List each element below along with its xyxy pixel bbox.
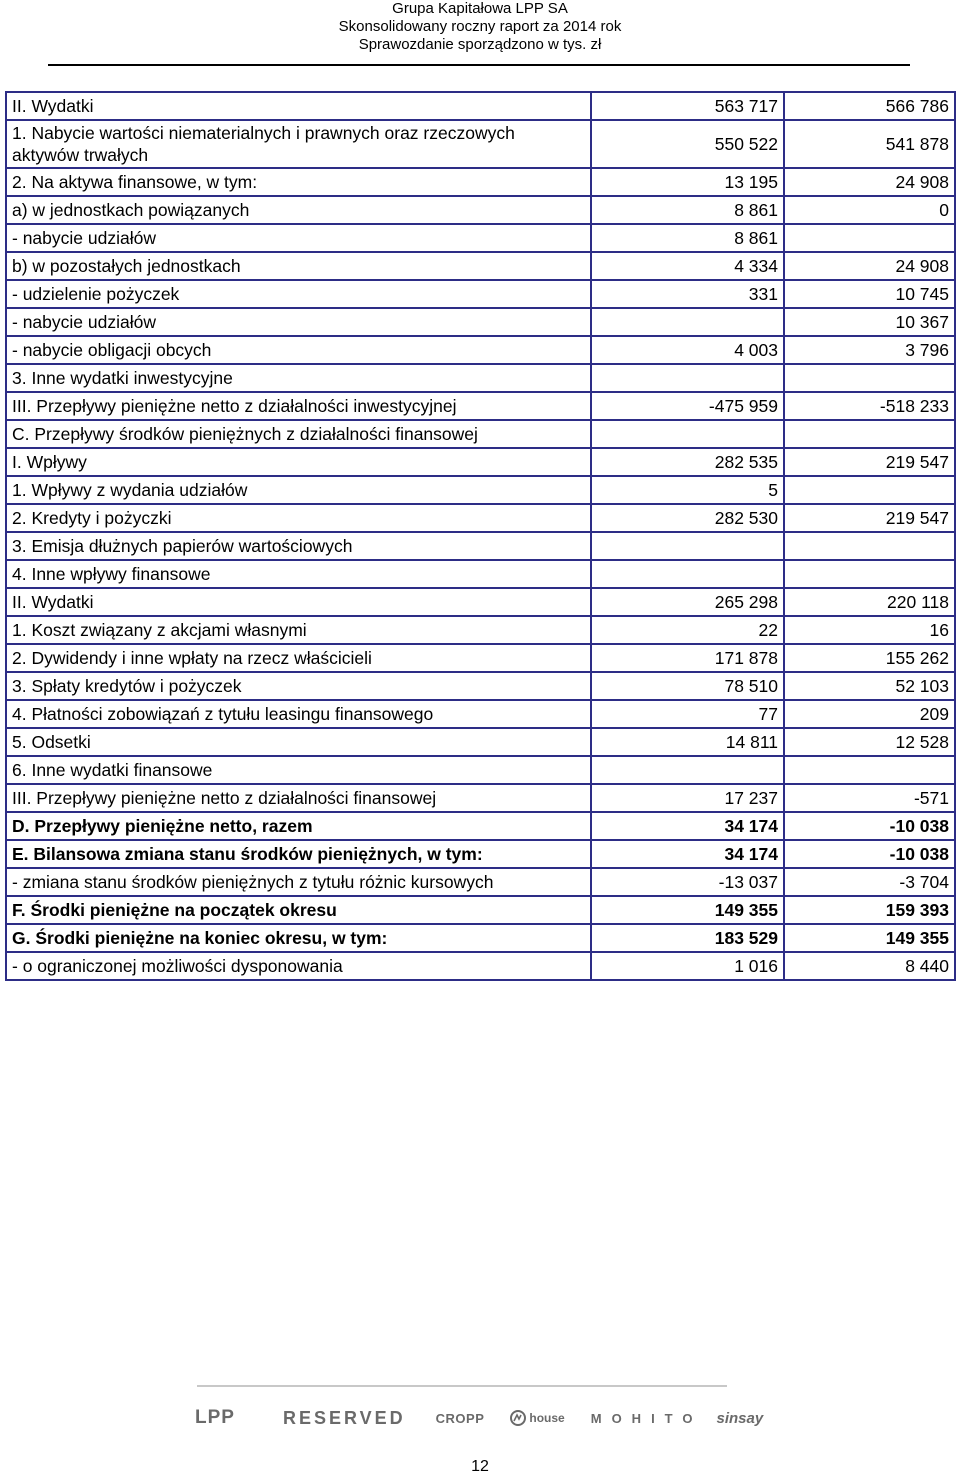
value-2013: 3 796: [784, 336, 955, 364]
value-2014: [591, 420, 784, 448]
value-2013: [784, 420, 955, 448]
row-label: - udzielenie pożyczek: [6, 280, 591, 308]
value-2014: 183 529: [591, 924, 784, 952]
value-2014: 17 237: [591, 784, 784, 812]
footer-divider: [197, 1385, 727, 1387]
row-label: 3. Emisja dłużnych papierów wartościowych: [6, 532, 591, 560]
row-label: 1. Nabycie wartości niematerialnych i prawnych oraz rzeczowych aktywów trwałych: [6, 120, 591, 168]
row-label: a) w jednostkach powiązanych: [6, 196, 591, 224]
value-2013: 16: [784, 616, 955, 644]
value-2014: [591, 308, 784, 336]
value-2014: 1 016: [591, 952, 784, 980]
value-2014: -475 959: [591, 392, 784, 420]
sinsay-logo: sinsay: [716, 1409, 764, 1427]
table-row: [6, 784, 955, 812]
row-label: 5. Odsetki: [6, 728, 591, 756]
value-2014: -13 037: [591, 868, 784, 896]
row-label: II. Wydatki: [6, 588, 591, 616]
row-label: 2. Dywidendy i inne wpłaty na rzecz właścicieli: [6, 644, 591, 672]
value-2014: 5: [591, 476, 784, 504]
brand-logos: [195, 1404, 764, 1432]
table-row: [6, 756, 955, 784]
value-2013: [784, 224, 955, 252]
value-2013: -518 233: [784, 392, 955, 420]
table-row: [6, 420, 955, 448]
table-row: [6, 308, 955, 336]
house-logo: [510, 1410, 564, 1426]
value-2013: -10 038: [784, 840, 955, 868]
value-2014: 34 174: [591, 812, 784, 840]
value-2013: [784, 364, 955, 392]
value-2013: [784, 476, 955, 504]
row-label: 4. Płatności zobowiązań z tytułu leasingu finansowego: [6, 700, 591, 728]
row-label: I. Wpływy: [6, 448, 591, 476]
table-row: [6, 168, 955, 196]
report-units: Sprawozdanie sporządzono w tys. zł: [358, 36, 602, 53]
value-2014: 4 334: [591, 252, 784, 280]
table-row: [6, 616, 955, 644]
row-label: 1. Koszt związany z akcjami własnymi: [6, 616, 591, 644]
row-label: 4. Inne wpływy finansowe: [6, 560, 591, 588]
row-label: - zmiana stanu środków pieniężnych z tytułu różnic kursowych: [6, 868, 591, 896]
value-2014: 13 195: [591, 168, 784, 196]
value-2013: 0: [784, 196, 955, 224]
value-2014: [591, 560, 784, 588]
value-2014: 34 174: [591, 840, 784, 868]
value-2014: 265 298: [591, 588, 784, 616]
value-2013: 155 262: [784, 644, 955, 672]
value-2014: 78 510: [591, 672, 784, 700]
house-logo-text: house: [529, 1411, 565, 1425]
value-2013: [784, 756, 955, 784]
row-label: - nabycie obligacji obcych: [6, 336, 591, 364]
value-2014: 282 535: [591, 448, 784, 476]
value-2013: 10 745: [784, 280, 955, 308]
row-label: III. Przepływy pieniężne netto z działalności inwestycyjnej: [6, 392, 591, 420]
value-2014: 22: [591, 616, 784, 644]
report-header: [0, 0, 960, 54]
value-2013: 149 355: [784, 924, 955, 952]
table-row: [6, 196, 955, 224]
table-row: [6, 840, 955, 868]
value-2014: [591, 364, 784, 392]
row-label: 2. Kredyty i pożyczki: [6, 504, 591, 532]
value-2013: 8 440: [784, 952, 955, 980]
value-2013: [784, 560, 955, 588]
mohito-logo: MOHITO: [590, 1410, 703, 1426]
row-label: - o ograniczonej możliwości dysponowania: [6, 952, 591, 980]
reserved-logo: RESERVED: [282, 1407, 406, 1428]
value-2014: 14 811: [591, 728, 784, 756]
value-2013: 219 547: [784, 448, 955, 476]
table-row: [6, 364, 955, 392]
value-2013: 10 367: [784, 308, 955, 336]
table-row: [6, 532, 955, 560]
row-label: D. Przepływy pieniężne netto, razem: [6, 812, 591, 840]
value-2013: 24 908: [784, 252, 955, 280]
table-row: [6, 644, 955, 672]
row-label: III. Przepływy pieniężne netto z działalności finansowej: [6, 784, 591, 812]
page-number: 12: [471, 1458, 489, 1475]
row-label: b) w pozostałych jednostkach: [6, 252, 591, 280]
row-label: C. Przepływy środków pieniężnych z działalności finansowej: [6, 420, 591, 448]
row-label: - nabycie udziałów: [6, 224, 591, 252]
table-row: [6, 560, 955, 588]
value-2014: 149 355: [591, 896, 784, 924]
table-row: [6, 448, 955, 476]
value-2014: [591, 756, 784, 784]
value-2014: 8 861: [591, 224, 784, 252]
table-row: [6, 952, 955, 980]
table-row: [6, 672, 955, 700]
value-2013: 52 103: [784, 672, 955, 700]
table-row: [6, 224, 955, 252]
cropp-logo: CROPP: [435, 1410, 485, 1426]
value-2014: 282 530: [591, 504, 784, 532]
value-2013: -571: [784, 784, 955, 812]
row-label: 1. Wpływy z wydania udziałów: [6, 476, 591, 504]
table-row: [6, 812, 955, 840]
table-row: [6, 504, 955, 532]
table-row: [6, 728, 955, 756]
value-2013: 541 878: [784, 120, 955, 168]
row-label: 3. Inne wydatki inwestycyjne: [6, 364, 591, 392]
table-row: [6, 92, 955, 120]
table-row: [6, 280, 955, 308]
value-2014: 171 878: [591, 644, 784, 672]
table-row: [6, 868, 955, 896]
row-label: G. Środki pieniężne na koniec okresu, w tym:: [6, 924, 591, 952]
table-row: [6, 336, 955, 364]
value-2014: 563 717: [591, 92, 784, 120]
table-row: [6, 476, 955, 504]
table-row: [6, 120, 955, 168]
value-2014: 331: [591, 280, 784, 308]
row-label: 2. Na aktywa finansowe, w tym:: [6, 168, 591, 196]
value-2013: 209: [784, 700, 955, 728]
house-mark-icon: [510, 1410, 526, 1426]
cash-flow-table: [5, 91, 956, 981]
table-row: [6, 896, 955, 924]
header-divider: [48, 64, 910, 66]
value-2013: 219 547: [784, 504, 955, 532]
value-2013: 159 393: [784, 896, 955, 924]
value-2013: [784, 532, 955, 560]
value-2013: 12 528: [784, 728, 955, 756]
value-2013: 566 786: [784, 92, 955, 120]
value-2013: 220 118: [784, 588, 955, 616]
table-row: [6, 924, 955, 952]
table-row: [6, 700, 955, 728]
row-label: II. Wydatki: [6, 92, 591, 120]
company-name: Grupa Kapitałowa LPP SA: [392, 0, 568, 17]
table-row: [6, 588, 955, 616]
value-2014: 4 003: [591, 336, 784, 364]
value-2013: -3 704: [784, 868, 955, 896]
row-label: 3. Spłaty kredytów i pożyczek: [6, 672, 591, 700]
row-label: F. Środki pieniężne na początek okresu: [6, 896, 591, 924]
row-label: E. Bilansowa zmiana stanu środków pieniężnych, w tym:: [6, 840, 591, 868]
lpp-logo: LPP: [195, 1407, 235, 1428]
table-row: [6, 252, 955, 280]
value-2013: 24 908: [784, 168, 955, 196]
value-2014: 550 522: [591, 120, 784, 168]
value-2013: -10 038: [784, 812, 955, 840]
row-label: 6. Inne wydatki finansowe: [6, 756, 591, 784]
row-label: - nabycie udziałów: [6, 308, 591, 336]
value-2014: 77: [591, 700, 784, 728]
value-2014: 8 861: [591, 196, 784, 224]
report-title: Skonsolidowany roczny raport za 2014 rok: [338, 18, 622, 35]
value-2014: [591, 532, 784, 560]
table-row: [6, 392, 955, 420]
